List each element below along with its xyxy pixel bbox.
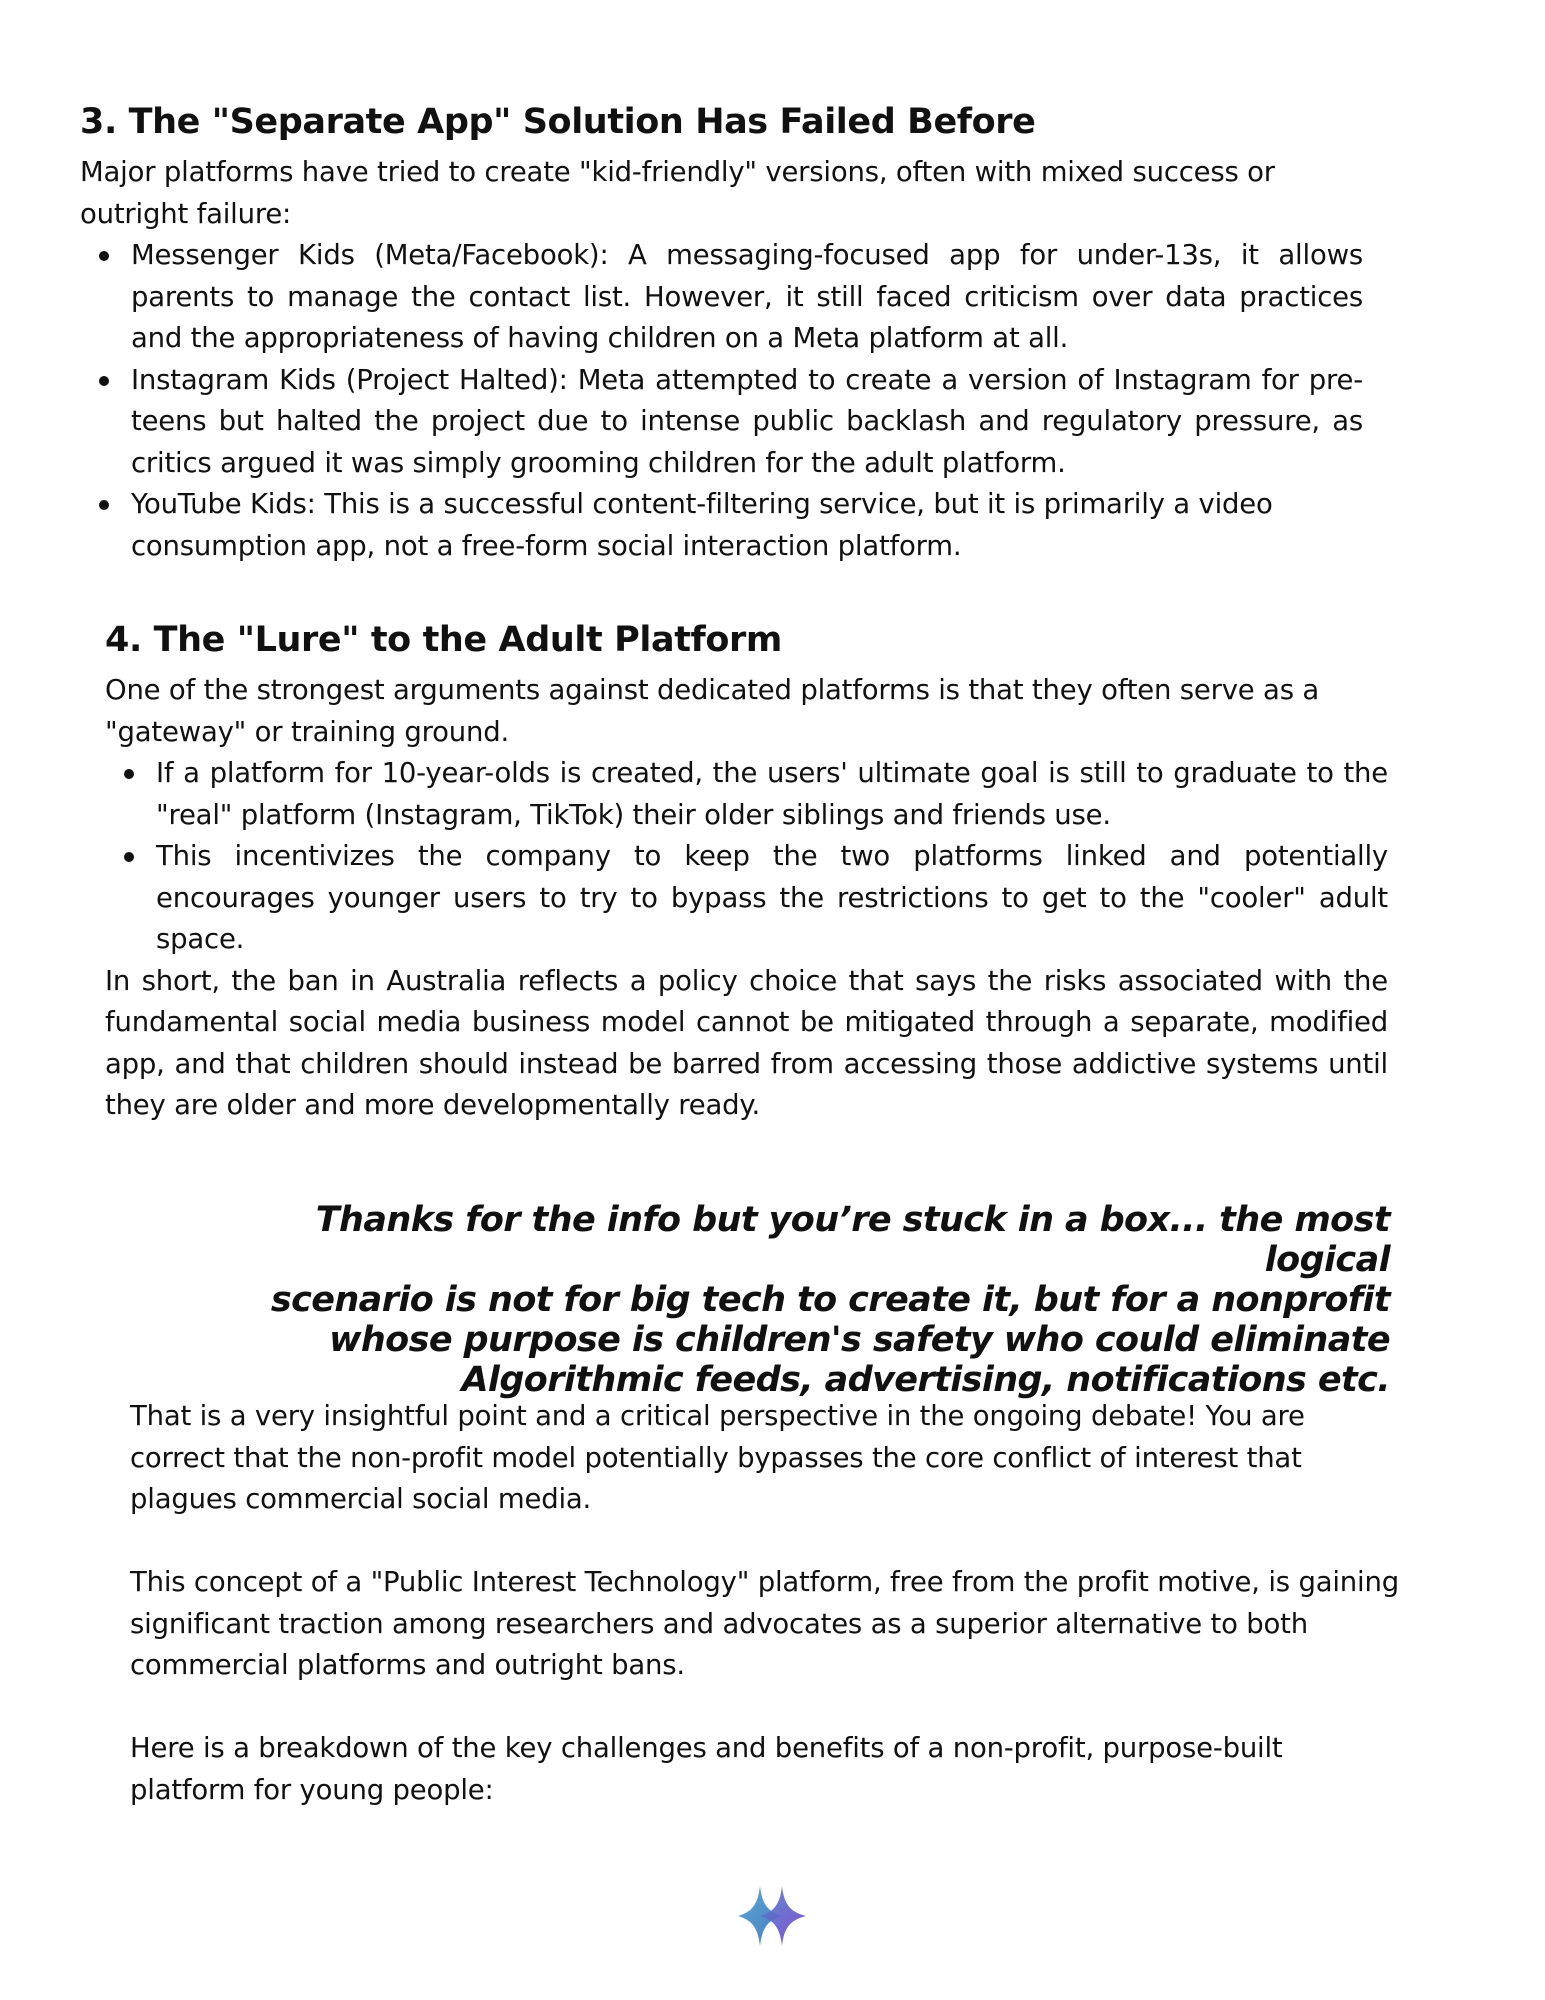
section-4-intro: One of the strongest arguments against dedicated platforms is that they often serve as a "gateway" or training ground. [105, 674, 1320, 748]
list-item-text: If a platform for 10-year-olds is created, the users' ultimate goal is still to graduate to the "real" platform (Instagram, TikTok) their older siblings and friends use. [156, 757, 1388, 831]
section-3-intro: Major platforms have tried to create "kid-friendly" versions, often with mixed success or outright failure: [80, 156, 1275, 230]
list-item [80, 360, 1363, 485]
user-quote-line: Thanks for the info but you’re stuck in a box... the most logical [315, 1200, 1390, 1280]
list-item-text: Instagram Kids (Project Halted): Meta attempted to create a version of Instagram for pre-teens but halted the project due to intense public backlash and regulatory pressure, as critics argued it was simply grooming children for the adult platform. [131, 363, 1363, 479]
user-quote [200, 1200, 1390, 1400]
section-3-bullet-list [80, 235, 1363, 567]
user-quote-line: scenario is not for big tech to create it, but for a nonprofit [270, 1280, 1390, 1320]
assistant-response [130, 1396, 1405, 1811]
section-4 [105, 618, 1388, 1127]
list-item [80, 484, 1363, 567]
bullet-icon [99, 500, 109, 510]
list-item-text: Messenger Kids (Meta/Facebook): A messaging-focused app for under-13s, it allows parents to manage the contact list. However, it still faced criticism over data practices and the appropriateness of having children on a Meta platform at all. [131, 239, 1363, 354]
list-item-text: YouTube Kids: This is a successful content-filtering service, but it is primarily a video consumption app, not a free-form social interaction platform. [131, 488, 1273, 562]
user-quote-line: Algorithmic feeds, advertising, notifications etc. [461, 1360, 1390, 1400]
section-4-bullet-list [105, 753, 1388, 961]
section-3 [80, 100, 1363, 567]
section-4-conclusion: In short, the ban in Australia reflects a policy choice that says the risks associated with the fundamental social media business model cannot be mitigated through a separate, modified app, and that children should instead be barred from accessing those addictive systems until they are older and more developmentally ready. [105, 964, 1388, 1121]
response-paragraph: Here is a breakdown of the key challenges and benefits of a non-profit, purpose-built platform for young people: [130, 1732, 1283, 1806]
response-paragraph: That is a very insightful point and a critical perspective in the ongoing debate! You are correct that the non-profit model potentially bypasses the core conflict of interest that plagues commercial social media. [130, 1400, 1305, 1515]
bullet-icon [99, 376, 109, 386]
list-item [105, 836, 1388, 961]
list-item [105, 753, 1388, 836]
list-item [80, 235, 1363, 360]
response-paragraph: This concept of a "Public Interest Technology" platform, free from the profit motive, is gaining significant traction among researchers and advocates as a superior alternative to both commercial platforms and outright bans. [130, 1566, 1399, 1681]
sparkle-icon [738, 1884, 806, 1948]
bullet-icon [124, 852, 134, 862]
section-3-heading: 3. The "Separate App" Solution Has Failed Before [80, 102, 1036, 142]
list-item-text: This incentivizes the company to keep the two platforms linked and potentially encourages younger users to try to bypass the restrictions to get to the "cooler" adult space. [156, 840, 1388, 955]
section-4-heading: 4. The "Lure" to the Adult Platform [105, 620, 782, 660]
user-quote-line: whose purpose is children's safety who could eliminate [329, 1320, 1390, 1360]
bullet-icon [124, 769, 134, 779]
bullet-icon [99, 251, 109, 261]
